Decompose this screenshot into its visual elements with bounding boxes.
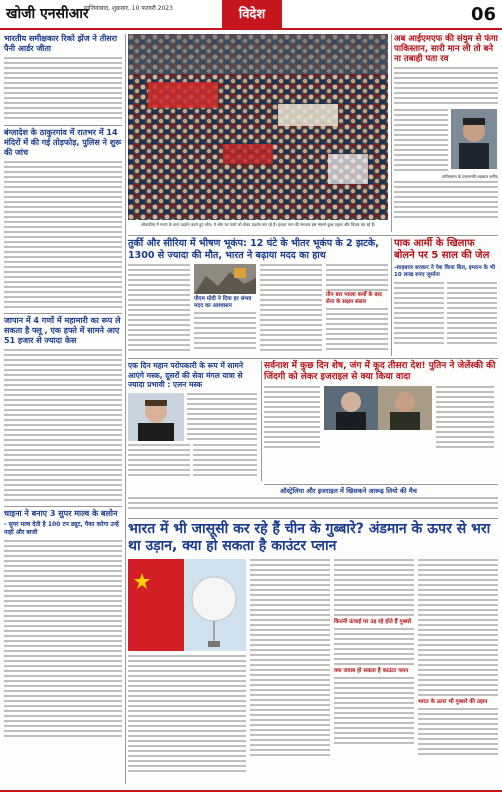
earthquake-headline: तुर्की और सीरिया में भीषण भूकंप: 12 घंटे के भीतर भूकंप के 2 झटके, 1300 से ज्यादा की मौत, भारत ने बढ़ाया मदद का हाथ — [128, 238, 379, 261]
musk-story — [128, 361, 258, 481]
putin-body-col3 — [436, 386, 494, 450]
earthquake-body-col4a — [326, 264, 388, 292]
masthead — [0, 0, 502, 30]
balloon-body-col2a — [334, 559, 414, 619]
left-story1-body — [4, 57, 122, 123]
left-story4-headline: चाइना ने बनाए 3 सुपर माल्व के बलोन — [4, 509, 118, 518]
divider — [264, 484, 498, 485]
pak-army-subhead: -शाहबाज सरकार ने पेश किया बिल, इमरान के भी 10 लाख रुपए जुर्माना — [394, 265, 495, 278]
balloon-body-col2c — [334, 677, 414, 747]
crowd-photo — [128, 34, 388, 220]
rubble-graphic — [194, 264, 256, 294]
imf-headline: अब आईएमएफ की संयुम से फंगा पाकिस्तान, सारी मान ली तो बने ना तबाही पता रव — [394, 34, 498, 64]
earthquake-photo — [194, 264, 256, 294]
portraits-graphic — [324, 386, 432, 430]
earthquake-sub1: तीन बार प्याला कर्यों के बाद सेना के सक्षय संसार — [326, 292, 382, 305]
earthquake-story — [128, 238, 390, 356]
musk-body-col3 — [193, 444, 257, 478]
earthquake-body-col3 — [260, 264, 322, 354]
putin-headline: सर्वनाश में कुछ दिन शेष, जंग में कूद तीसरा देश! पुतिन ने जेलेंस्की की जिंदगी को लेकर इजराइल से क्या किया वादा — [264, 361, 496, 382]
musk-headline: एक दिन महान परोपकारी के रूप में सामने आएंगे मस्क, दूसरों की सेवा मंगल यात्रा से ज्यादा प्रभावी : एलन मस्क — [128, 361, 244, 389]
divider — [4, 506, 122, 507]
balloon-headline: भारत में भी जासूसी कर रहे हैं चीन के गुब्बारे? अंडमान के ऊपर से भरा था उड़ान, क्या हो सकता है काउंटर प्लान — [128, 521, 491, 554]
divider — [128, 358, 498, 359]
earthquake-body-col1 — [128, 264, 190, 354]
earthquake-body-col4b — [326, 308, 388, 354]
column-rule — [125, 34, 126, 484]
left-story3-body — [4, 349, 122, 504]
imf-story — [394, 34, 498, 232]
imf-body-tail — [394, 181, 498, 219]
divider — [128, 235, 498, 236]
imf-body — [394, 67, 498, 107]
date-line: गाजियाबाद, शुक्रवार, 10 फरवरी 2023 — [84, 5, 173, 12]
portrait-graphic — [451, 109, 497, 169]
pak-army-headline: पाक आर्मी के खिलाफ बोलने पर 5 साल की जेल — [394, 238, 490, 261]
page-number: 06 — [470, 4, 496, 25]
balloon-body-under-photo — [128, 655, 246, 775]
putin-photo — [324, 386, 432, 430]
column-rule — [261, 361, 262, 481]
putin-body-col1 — [264, 386, 320, 450]
crowd-photo-graphic — [128, 34, 388, 220]
left-story1-headline: भारतीय समीक्षकार रिको झेंज ने तीसरा पैनी आर्डर जीता — [4, 34, 118, 53]
earthquake-body-col2 — [194, 312, 256, 352]
shehbaz-caption: पाकिस्तान के प्रधानमंत्री शहबाज शरीफ — [442, 174, 498, 179]
divider — [128, 518, 498, 519]
balloon-sub2: कितनी ऊंचाई पर उड़ रहे होते हैं गुब्बारे — [334, 619, 412, 625]
balloon-photo — [128, 559, 246, 651]
balloon-body-col1 — [250, 559, 330, 759]
pak-army-body-col1 — [394, 282, 444, 346]
divider — [4, 125, 122, 126]
strip-body — [128, 497, 498, 515]
balloon-body-col3a — [418, 559, 498, 699]
musk-body-col2 — [187, 393, 257, 441]
pak-army-body-col2 — [447, 282, 497, 346]
left-story2-body — [4, 161, 122, 311]
left-story2-headline: बंग्लादेश के ठाकुरगांव में रातभर में 14 मंदिरों में की गई तोड़फोड़, पुलिस ने शुरू की जांच — [4, 128, 122, 157]
left-story4-body — [4, 540, 122, 740]
australia-israel-strip: ऑस्ट्रेलिया और इजराइल में खिसकने आरूढ़ लियो की मैच — [280, 487, 417, 495]
column-rule — [391, 34, 392, 232]
newspaper-logo: खोजी एनसीआर — [6, 6, 89, 22]
balloon-story — [128, 521, 498, 783]
balloon-sub1: भारत के ऊपर भी गुब्बारे की उड़ान — [418, 699, 488, 705]
imf-body-cont — [394, 109, 448, 173]
divider — [4, 313, 122, 314]
left-story3-headline: जापान में 4 गणों में महामारी का रूप ले सकता है फ्लू , एक हफ्ते में सामने आए 51 हजार से ज्यादा केस — [4, 316, 121, 345]
section-label: विदेश — [222, 0, 282, 30]
putin-story — [264, 361, 498, 481]
musk-body-col1 — [128, 444, 190, 478]
balloon-body-col2b — [334, 628, 414, 668]
column-rule — [391, 238, 392, 356]
pak-army-story — [394, 238, 498, 356]
balloon-body-col3b — [418, 708, 498, 758]
column-rule — [125, 484, 126, 784]
shehbaz-photo — [451, 109, 497, 169]
portrait-graphic — [128, 393, 184, 441]
balloon-sub3: क्या जवाब हो सकता है काउंटर प्लान — [334, 668, 409, 674]
left-column — [4, 34, 122, 782]
earthquake-sub2: पीएम मोदी ने दिया हर संभव मदद का आश्वासन — [194, 296, 252, 309]
crowd-photo-caption: ओलांदीया में नजय के वारा प्रदर्शन करते हुए लोग। ये लोग घर यादो को लेकर प्रदर्शन कर रहे हैं। इनका नारा की सरकार इस मामले कुछ एहला और विचार कर रहे हैं। — [140, 222, 376, 227]
china-flag-balloon-graphic — [128, 559, 246, 651]
left-story4-subhead: - सुपर मल्व देती है 100 टन ड्यूट, पैका करेगा उन्हें नाहीं और बाजी — [4, 521, 119, 536]
page-bottom-rule — [0, 790, 502, 792]
musk-photo — [128, 393, 184, 441]
